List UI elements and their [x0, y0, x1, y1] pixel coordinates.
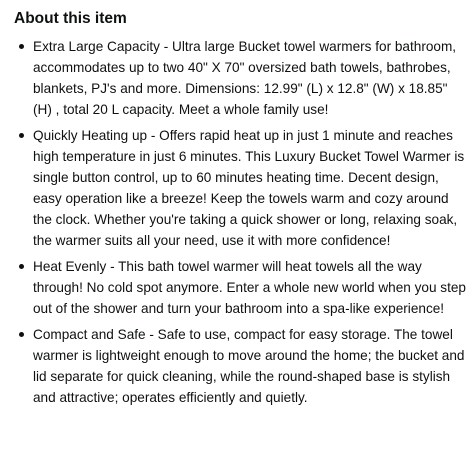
feature-bullet-text: Compact and Safe - Safe to use, compact for easy storage. The towel warmer is lightweight enough to move around the home; the bucket and lid separate for quick cleaning, while the round-shaped base is stylish and attractive; operates efficiently and quietly.: [33, 327, 465, 405]
about-this-item-section: [14, 8, 466, 413]
feature-bullet-compact-safe: [14, 324, 466, 408]
feature-bullet-heat-evenly: [14, 256, 466, 319]
feature-bullet-text: Extra Large Capacity - Ultra large Bucket towel warmers for bathroom, accommodates up to two 40" X 70" oversized bath towels, bathrobes, blankets, PJ's and more. Dimensions: 12.99" (L) x 12.8" (W) x 18.85" (H) , total 20 L capacity. Meet a whole family use!: [33, 39, 457, 117]
section-heading: About this item: [14, 10, 127, 27]
feature-bullet-text: Heat Evenly - This bath towel warmer will heat towels all the way through! No cold spot anymore. Enter a whole new world when you step out of the shower and turn your bathroom into a spa-like experience!: [33, 259, 466, 316]
bullet-dot-icon: [19, 44, 24, 49]
feature-bullet-text: Quickly Heating up - Offers rapid heat up in just 1 minute and reaches high temperature in just 6 minutes. This Luxury Bucket Towel Warmer is single button control, up to 60 minutes heating time. Decent design, easy operation like a breeze! Keep the towels warm and cozy around the clock. Whether you're taking a quick shower or long, relaxing soak, the warmer suits all your need, use it with more confidence!: [33, 128, 465, 248]
feature-bullet-heating: [14, 125, 466, 251]
feature-bullet-capacity: [14, 36, 466, 120]
bullet-dot-icon: [19, 332, 24, 337]
feature-bullet-list: [14, 36, 466, 408]
bullet-dot-icon: [19, 133, 24, 138]
bullet-dot-icon: [19, 264, 24, 269]
